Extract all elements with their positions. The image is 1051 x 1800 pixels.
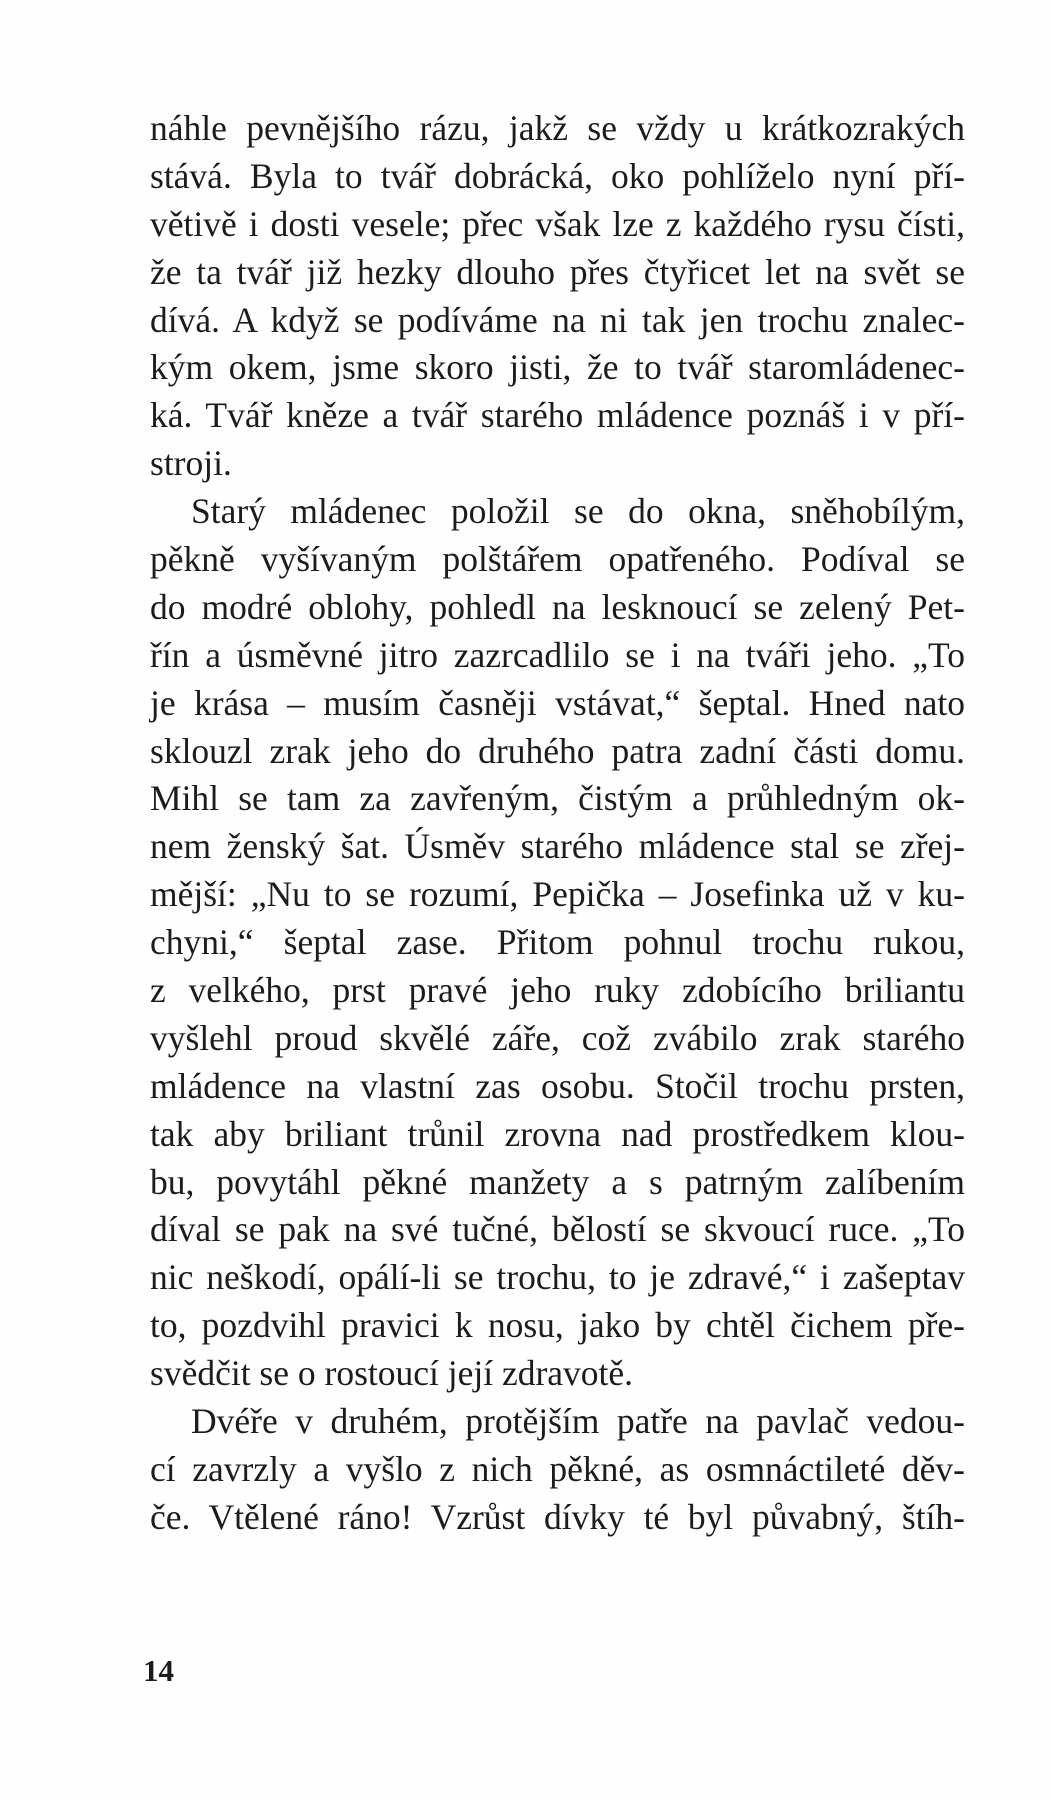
text-line: stává. Byla to tvář dobrácká, oko pohlíželo nyní pří- [150,155,965,196]
text-line: chyni,“ šeptal zase. Přitom pohnul trochu rukou, [150,922,965,963]
text-line: větivě i dosti vesele; přec však lze z každého rysu čísti, [150,203,965,244]
text-line: Starý mládenec položil se do okna, sněhobílým, [191,491,965,532]
body-text [150,105,965,1542]
text-line: do modré oblohy, pohledl na lesknoucí se zelený Pet- [150,586,965,627]
text-line: ká. Tvář kněze a tvář starého mládence poznáš i v pří- [150,395,965,436]
text-line: to, pozdvihl pravici k nosu, jako by chtěl čichem pře- [150,1305,965,1346]
text-line: bu, povytáhl pěkné manžety a s patrným zalíbením [150,1161,965,1202]
paragraph-1 [150,105,965,488]
text-line: mládence na vlastní zas osobu. Stočil trochu prsten, [150,1065,965,1106]
text-line: díval se pak na své tučné, bělostí se skvoucí ruce. „To [150,1209,965,1250]
text-line: nic neškodí, opálí-li se trochu, to je zdravé,“ i zašeptav [150,1257,965,1298]
text-line: če. Vtělené ráno! Vzrůst dívky té byl půvabný, štíh- [150,1496,965,1537]
text-line: náhle pevnějšího rázu, jakž se vždy u krátkozrakých [150,108,965,148]
text-line: mější: „Nu to se rozumí, Pepička – Josefinka už v ku- [150,874,965,915]
text-line: nem ženský šat. Úsměv starého mládence stal se zřej- [150,826,965,867]
text-line: z velkého, prst pravé jeho ruky zdobícího briliantu [150,970,965,1011]
text-line: že ta tvář již hezky dlouho přes čtyřicet let na svět se [150,251,965,292]
text-line: tak aby briliant trůnil zrovna nad prostředkem klou- [150,1113,965,1154]
text-line: je krása – musím časněji vstávat,“ šeptal. Hned nato [150,682,965,723]
text-line: stroji. [150,443,232,484]
text-line: řín a úsměvné jitro zazrcadlilo se i na tváři jeho. „To [150,634,965,675]
text-line: svědčit se o rostoucí její zdravotě. [150,1353,634,1394]
text-line: Mihl se tam za zavřeným, čistým a průhledným ok- [150,778,965,819]
text-line: dívá. A když se podíváme na ni tak jen trochu znalec- [150,299,965,340]
paragraph-3 [150,1398,965,1542]
text-line: pěkně vyšívaným polštářem opatřeného. Podíval se [150,539,965,580]
paragraph-2 [150,488,965,1398]
text-line: sklouzl zrak jeho do druhého patra zadní části domu. [150,730,965,771]
text-line: vyšlehl proud skvělé záře, což zvábilo zrak starého [150,1017,965,1058]
text-line: cí zavrzly a vyšlo z nich pěkné, as osmnáctileté děv- [150,1448,965,1489]
text-line: kým okem, jsme skoro jisti, že to tvář staromládenec- [150,347,965,388]
page-number: 14 [143,1653,174,1688]
text-line: Dvéře v druhém, protějším patře na pavlač vedou- [191,1401,965,1442]
